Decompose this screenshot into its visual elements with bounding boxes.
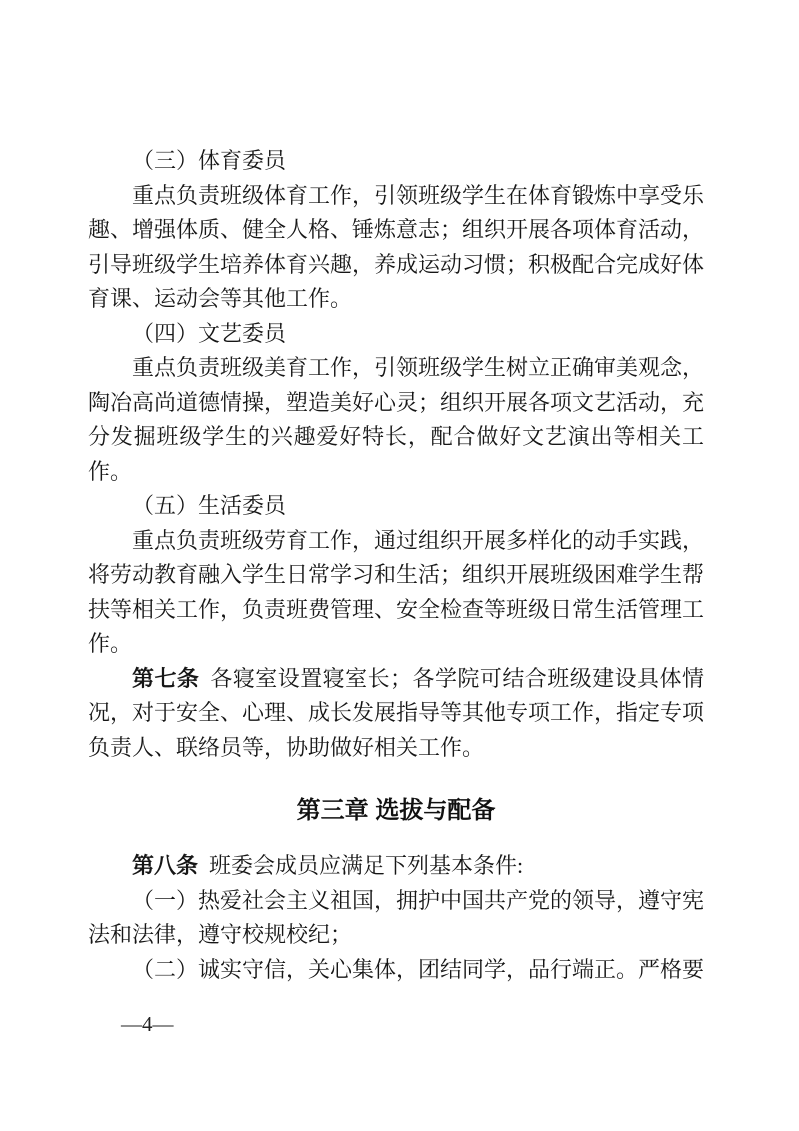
paragraph-article-7 [88, 662, 704, 766]
item-heading-sports-committee: （三）体育委员 [132, 148, 287, 173]
article-7-text: 各寝室设置寝室长；各学院可结合班级建设具体情况，对于安全、心理、成长发展指导等其他专项工作，指定专项负责人、联络员等，协助做好相关工作。 [88, 665, 705, 760]
paragraph-sports-committee-duties: 重点负责班级体育工作，引领班级学生在体育锻炼中享受乐趣、增强体质、健全人格、锤炼意志；组织开展各项体育活动，引导班级学生培养体育兴趣，养成运动习惯；积极配合完成好体育课、运动会等其他工作。 [88, 182, 705, 311]
item-heading-arts-committee: （四）文艺委员 [132, 320, 287, 346]
paragraph-life-committee-duties: 重点负责班级劳育工作，通过组织开展多样化的动手实践，将劳动教育融入学生日常学习和生活；组织开展班级困难学生帮扶等相关工作，负责班费管理、安全检查等班级日常生活管理工作。 [88, 527, 705, 656]
paragraph-arts-committee-duties: 重点负责班级美育工作，引领班级学生树立正确审美观念，陶冶高尚道德情操，塑造美好心灵；组织开展各项文艺活动，充分发掘班级学生的兴趣爱好特长，配合做好文艺演出等相关工作。 [88, 355, 705, 484]
article-8-text: 班委会成员应满足下列基本条件: [209, 853, 524, 878]
chapter-3-heading: 第三章 选拔与配备 [296, 797, 496, 824]
paragraph-article-8 [88, 849, 704, 884]
item-heading-life-committee: （五）生活委员 [132, 493, 287, 518]
paragraph-condition-1: （一）热爱社会主义祖国，拥护中国共产党的领导，遵守宪法和法律，遵守校规校纪； [88, 887, 705, 947]
page-number: —4— [121, 1012, 174, 1036]
article-8-number: 第八条 [132, 853, 199, 878]
paragraph-condition-2: （二）诚实守信，关心集体，团结同学，品行端正。严格要 [132, 956, 705, 982]
article-7-number: 第七条 [132, 665, 200, 691]
document-body [88, 144, 704, 987]
